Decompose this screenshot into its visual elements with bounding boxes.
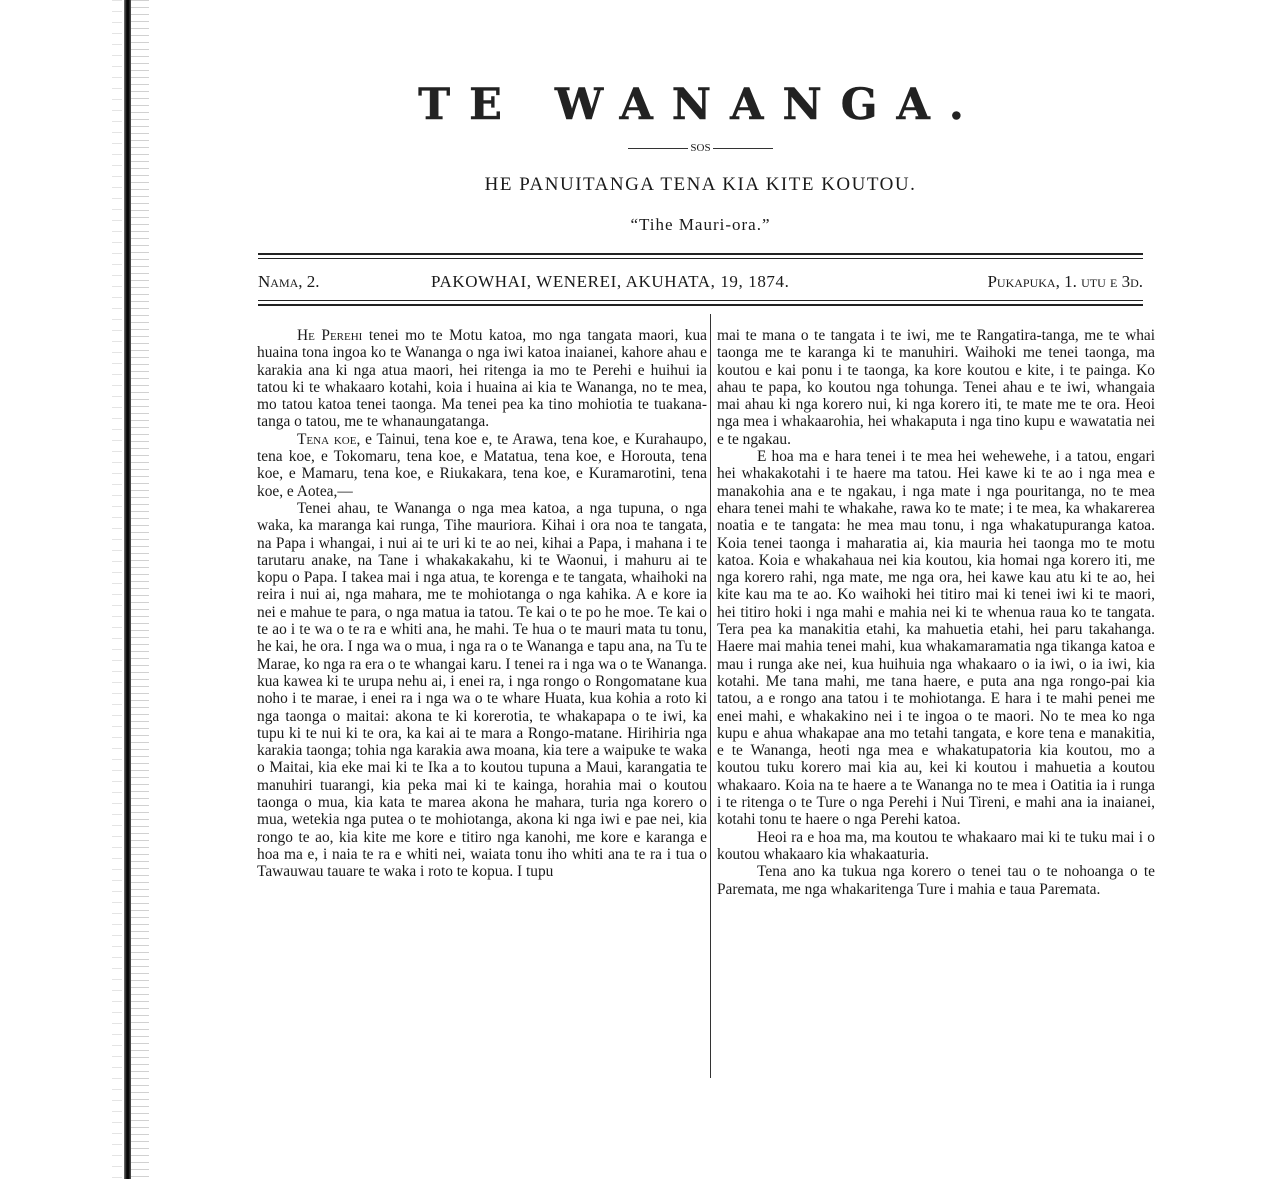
newspaper-title: TE WANANGA. [418,80,983,130]
binding-shadow-line [124,0,131,1179]
paragraph: Heoi ra e hoa ma, ma koutou te whakaaro mai ki te tuku mai i o koutou whakaaro kia whakaaturia. [717,828,1155,863]
newspaper-motto: “Tihe Mauri-ora.” [630,215,771,234]
dateline-bottom-rule [258,300,1143,306]
dateline [258,270,1143,296]
volume-and-price: Pukapuka, 1. utu e 3d. [987,272,1143,291]
paragraph [257,431,707,500]
place-and-date: PAKOWHAI, WENEREI, AKUHATA, 19, 1874. [431,272,790,291]
ornament-text: SOS [690,142,711,154]
paragraph: Tenei ahau, te Wananga o nga mea katoa, a nga tupuna, o nga waka, ka maranga kai runga, Tihe mauriora. Kihai i ora noa te tangata, na Papa i whangai, i nui ai te uri ki te ao nei, kihai a Papa, i mahana i te tarutaru anake, na Tane i whakakakahu, ki te Waonui, i mahuru ai te kopu o Papa. I takea mai i nga atua, te korenga e te tangata, whaihoki na reira i nui ai, nga mahara, me te mohiotanga o nga kahika. A e kore ia nei e mahue te para, o nga matua ia tatou. Te kai o te po he moe. Te kai o te ao i te wa o te ra e whiti ana, he mahi. Te hua o te mauri mata tu tonu, he kai, he ora. I nga wa o mua, i nga ra o te Wananga e tapu ana, na Tu te Marae, ko nga ra era o te whangai karu. I tenei ra i nga wa o te Wananga. kua kawea ki te urupa nehu ai, i enei ra, i nga rongo o Rongomatane kua noho i te marae, i enei ra i nga wa o te whare Huata, kua kohia a roto ki nga taonga o maitai: akona te ki korerotia, te whakapapa o te iwi, ka tupu ki te nui ki te ora, ka kai ai te mara a Rongo-matane. Hirihiria nga karakia taonga; tohia nga karakia awa moana, kia tere a waipuke te waka o Maitai, kia eke mai ki te Ika a to koutou tupuna a Maui, karangatia te manuhiri tuarangi, kia peka mai ki te kainga, horahia mai o koutou taonga o mua, kia kata te marea akona he mahara, turia nga korero o mua, wetekia nga putea o te mohiotanga, akona ki nga iwi e pae nei, kia rongo te ao, kia kite me kore e titiro nga kanohi, me kore e karanga e hoa ma e, i naia te ra e whiti nei, waiata tonu iho whiti ana te ra i tua o Tawauwau tauare te waka i roto te kopua. I tupu [257,499,707,881]
article-column-right [717,327,1155,898]
paragraph-lead: Tena koe [297,430,357,448]
paragraph [257,327,707,431]
binding-specks [131,0,149,1179]
paragraph-lead: He Perehi [297,327,363,344]
article-column-left [257,327,707,881]
ornament-dash-left [628,148,688,149]
issue-number: Nama, 2. [258,272,320,291]
paragraph: Tena ano ka tukua nga korero o tenei tau o te nohoanga o te Paremata, me nga whakaritenga Ture i mahia e taua Paremata. [717,863,1155,898]
column-divider [710,314,711,1078]
title-ornament [258,142,1143,154]
newspaper-subtitle: HE PANUITANGA TENA KIA KITE KOUTOU. [484,174,917,195]
paragraph: E hoa ma e hara tenei i te mea hei wehewehe, i a tatou, engari hei whakakotahi i te haere ma tatou. Hei kawe ki te ao i nga mea e manakohia ana e te ngakau, i nga mate i nga pouritanga, no te mea ehara tenei mahi te whakahe, rawa ko te mate; i te mea, ka whakarerea noatia e te tangata: he mea mau tonu, i nga whakatupuranga katoa. Koia tenei taonga i maharatia ai, kia mauria hei taonga mo te motu katoa. Koia e whakahaua nei kia koutou, kia homai nga korero iti, me nga korero rahi, nga mate, me nga ora, hei kawe kau atu ki te ao, hei kite kau ma te ao. Ko waihoki hei titiro mai ki tenei iwi ki te maori, hei titiro hoki i nga mahi e mahia nei ki te whenua raua ko te tangata. Tera pea ka manakitia etahi, ka mahuetia etahi, hei paru takahanga. Haere mai mahia tenei mahi, kua whakamaramatia nga tikanga katoa e mau i runga ake nei, kua huihuia nga whakaaro o ia iwi, o ia iwi, kia kotahi. Me tana mahi, me tana haere, e puta ana nga rongo-pai kia tatou, a e rongo ana tatou i te mohiotanga. E hara i te mahi penei me enei mahi, e whakakino nei i te ingoa o te maori. No te mea ko nga kupu e ahua whakapae ana mo tetahi tangata, e kore tena e manakitia, e te Wananga, heoti nga mea e whakatupatoria kia koutou, mo a koutou tuku korero mai kia au, kei ki koutou i mahuetia a koutou whakaaro. Koia na te haere a te Wananga no te mea i Oatitia ia i runga i te ritenga o te Ture o nga Perehi i Nui Tireni, e mahi ana ia inaianei, kotahi tonu te haere o nga Perehi katoa. [717,448,1155,829]
paragraph-body: tenei mo te Motu katoa, mo nga tangata maori, kua huaina tona ingoa ko te Wananga o nga iwi katoa inaianei, kahore ahau e karakia ana ki nga atua maori, hei ritenga ia mo te Perehi e huihui ia tatou ki te whakaaro kotahi, koia i huaina ai kia te Wananga, no te mea, mo tatou katoa tenei taonga. Ma tenei pea ka tino mohiotia te tuakana-tanga o tatou, me te whanaungatanga. [257,327,707,431]
binding-noise [112,0,122,1179]
ornament-dash-right [713,148,773,149]
dateline-top-rule [258,253,1143,259]
paragraph-body: , e Tainui, tena koe e, te Arawa, tena koe, e Kurahaupo, tena koe, e Tokomaru, tena koe, e Matatua, tena koe, e Horouta, tena koe, e Mamaru, tena koe, e Riukakara, tena koe, e Kuramarotini, tena koe, e Aotea,— [257,430,707,500]
scanned-binding-edge [0,0,150,1179]
paragraph: mai te mana o te tangata i te iwi, me te Rangatira-tanga, me te whai taonga me te karanga ki te manuhiri. Waihoki me tenei taonga, ma koutou e kai ponu i te taonga, ka kore koutou e kite, i te painga. Ko ahau te papa, ko koutou nga tohunga. Tenei ahau e te iwi, whangaia mai ahau ki nga korero nui, ki nga korero iti, te mate me te ora. Heoi nga mea i whakaarohia, hei whakaputa i nga tino kupu e wawatatia nei e te ngakau. [717,327,1155,448]
